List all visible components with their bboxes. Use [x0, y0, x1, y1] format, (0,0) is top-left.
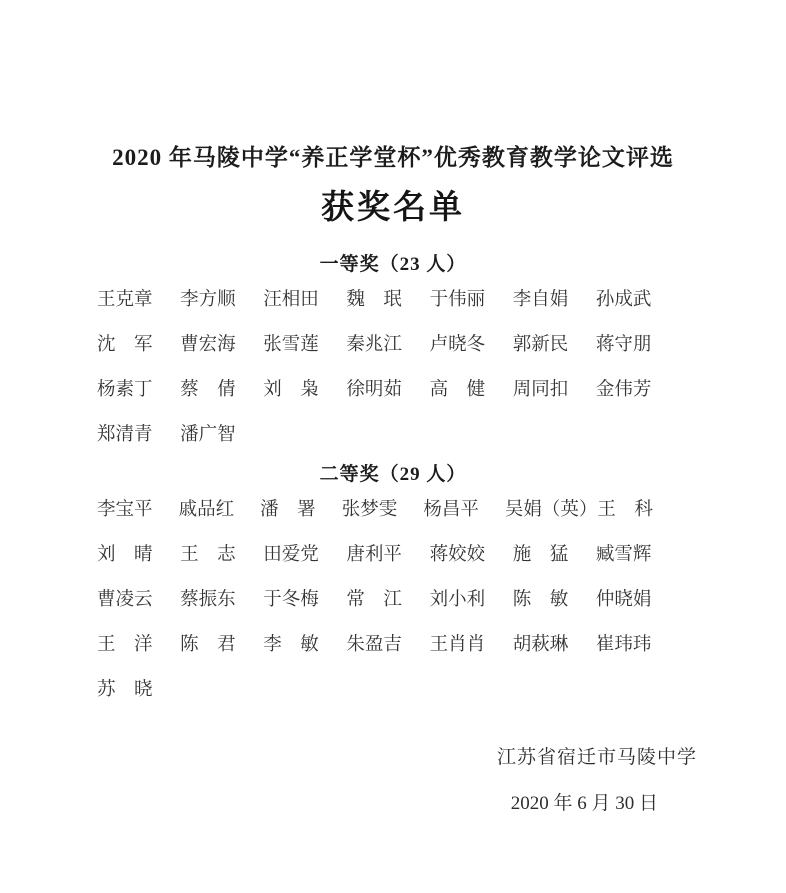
award-name: 臧雪辉	[595, 545, 652, 565]
award-name: 蔡振东	[180, 590, 236, 610]
award-name: 于冬梅	[263, 590, 319, 610]
award-name: 张梦雯	[341, 500, 398, 520]
award-name: 潘广智	[180, 425, 236, 445]
name-row	[97, 545, 679, 565]
section-heading: 一等奖（23 人）	[319, 254, 467, 275]
award-sections	[0, 252, 786, 700]
document-title: 2020 年马陵中学“养正学堂杯”优秀教育教学论文评选	[112, 145, 674, 170]
award-name: 杨素丁	[97, 380, 153, 400]
award-name: 陈 君	[180, 635, 236, 655]
award-name: 陈 敏	[512, 590, 569, 610]
award-name: 王 科	[597, 500, 653, 520]
award-name: 崔玮玮	[595, 635, 652, 655]
award-name: 戚品红	[178, 500, 235, 520]
name-row	[97, 290, 679, 310]
name-row	[97, 680, 679, 700]
award-name: 魏 珉	[346, 290, 402, 310]
award-name: 潘 署	[260, 500, 316, 520]
award-name: 李自娟	[512, 290, 569, 310]
award-name: 沈 军	[97, 335, 153, 355]
signature-school: 江苏省宿迁市马陵中学	[496, 747, 697, 768]
award-name: 周同扣	[512, 380, 569, 400]
award-name: 胡萩琳	[512, 635, 569, 655]
name-row	[97, 335, 679, 355]
award-name: 田爱党	[263, 545, 319, 565]
award-name: 朱盈吉	[346, 635, 402, 655]
award-name: 孙成武	[595, 290, 652, 310]
award-name: 蒋守朋	[595, 335, 652, 355]
award-name: 李 敏	[263, 635, 319, 655]
name-rows	[97, 500, 679, 700]
name-rows	[97, 290, 679, 445]
award-name: 刘 枭	[263, 380, 319, 400]
award-name: 蔡 倩	[180, 380, 236, 400]
section-heading: 二等奖（29 人）	[319, 464, 467, 485]
award-name: 杨昌平	[423, 500, 479, 520]
award-name: 蒋姣姣	[429, 545, 486, 565]
award-name: 秦兆江	[346, 335, 402, 355]
award-name: 王克章	[97, 290, 153, 310]
award-name: 徐明茹	[346, 380, 402, 400]
award-name: 于伟丽	[429, 290, 486, 310]
award-name: 吴娟（英）	[504, 500, 598, 520]
award-name: 唐利平	[346, 545, 402, 565]
award-name: 王 志	[180, 545, 236, 565]
award-name: 李方顺	[180, 290, 236, 310]
award-name: 曹宏海	[180, 335, 236, 355]
award-name: 张雪莲	[263, 335, 319, 355]
award-name: 曹凌云	[97, 590, 153, 610]
document-subtitle: 获奖名单	[321, 190, 465, 226]
award-name: 刘 晴	[97, 545, 153, 565]
signature-date: 2020 年 6 月 30 日	[510, 793, 658, 814]
award-name: 金伟芳	[595, 380, 652, 400]
name-row	[97, 500, 679, 520]
award-name: 郭新民	[512, 335, 569, 355]
award-name: 高 健	[429, 380, 486, 400]
name-row	[97, 380, 679, 400]
award-name: 卢晓冬	[429, 335, 486, 355]
award-name: 郑清青	[97, 425, 153, 445]
award-name: 王肖肖	[429, 635, 486, 655]
award-name: 李宝平	[97, 500, 153, 520]
name-row	[97, 425, 679, 445]
award-name: 常 江	[346, 590, 402, 610]
award-name: 刘小利	[429, 590, 486, 610]
award-name: 仲晓娟	[595, 590, 652, 610]
award-name: 苏 晓	[97, 680, 153, 700]
award-name: 汪相田	[263, 290, 319, 310]
award-name: 王 洋	[97, 635, 153, 655]
award-name: 施 猛	[512, 545, 569, 565]
name-row	[97, 635, 679, 655]
name-row	[97, 590, 679, 610]
